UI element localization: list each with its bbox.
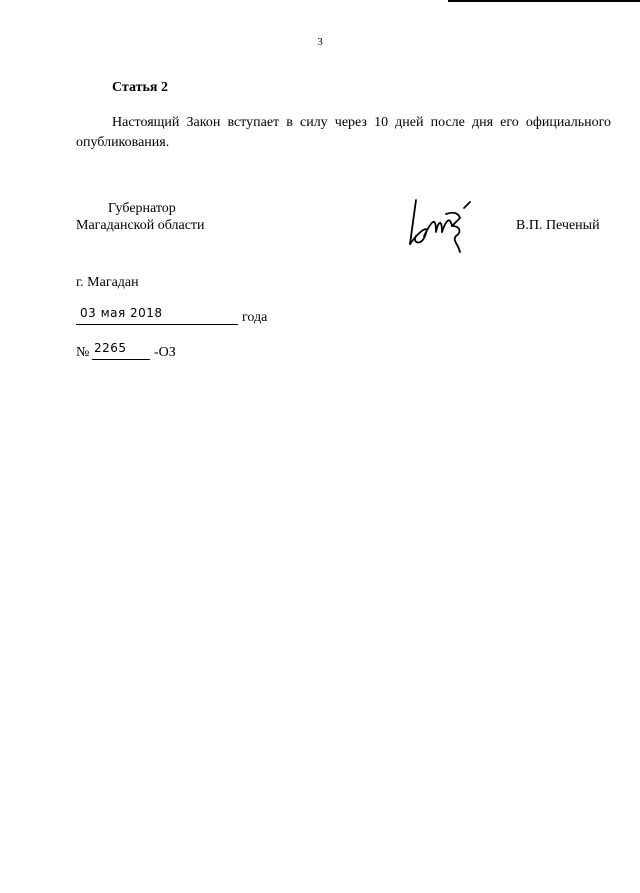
number-suffix: -ОЗ — [154, 345, 176, 360]
handwritten-signature-icon — [402, 192, 482, 254]
signatory-title-line2: Магаданской области — [76, 218, 205, 233]
handwritten-number: 2265 — [94, 341, 127, 355]
date-field — [76, 306, 238, 325]
number-sign: № — [76, 345, 90, 360]
article-title: Статья 2 — [112, 80, 168, 95]
place-of-signing: г. Магадан — [76, 275, 139, 290]
article-paragraph: Настоящий Закон вступает в силу через 10 дней после дня его официального опубликования. — [76, 115, 611, 150]
page-number: 3 — [317, 36, 323, 48]
date-suffix: года — [242, 310, 268, 325]
signatory-title-line1: Губернатор — [108, 201, 176, 216]
governor-name: В.П. Печеный — [516, 218, 600, 233]
number-field — [92, 341, 150, 360]
handwritten-date: 03 мая 2018 — [80, 306, 163, 320]
law-number-row — [76, 341, 216, 363]
top-border-line — [448, 0, 640, 2]
signatory-title — [76, 200, 205, 234]
